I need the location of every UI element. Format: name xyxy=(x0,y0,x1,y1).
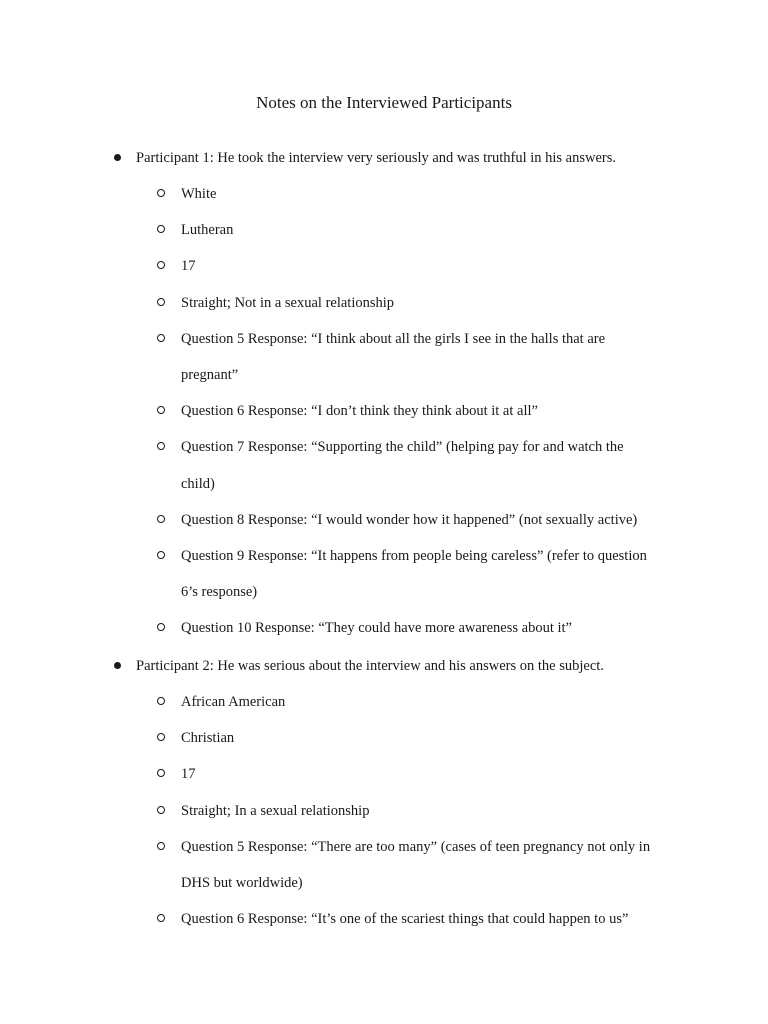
document-title: Notes on the Interviewed Participants xyxy=(256,93,512,112)
bullet-dot-icon xyxy=(114,662,121,669)
list-item xyxy=(0,502,768,538)
participant-details-list xyxy=(0,176,768,646)
circle-bullet-icon xyxy=(157,225,165,233)
list-item-text: Straight; Not in a sexual relationship xyxy=(181,294,395,311)
participant-2 xyxy=(0,648,768,937)
list-item xyxy=(0,176,768,212)
circle-bullet-icon xyxy=(157,551,165,559)
list-item-text: Question 9 Response: “It happens from people being careless” (refer to question xyxy=(181,547,647,564)
list-item-text: African American xyxy=(181,694,286,710)
list-item xyxy=(0,610,768,646)
circle-bullet-icon xyxy=(157,334,165,342)
list-item xyxy=(0,429,768,465)
participant-summary: Participant 1: He took the interview very seriously and was truthful in his answers. xyxy=(136,150,617,166)
list-item-text: 6’s response) xyxy=(181,584,258,601)
list-item xyxy=(0,684,768,720)
circle-bullet-icon xyxy=(157,189,165,197)
list-item xyxy=(0,466,768,502)
participant-summary-line xyxy=(0,140,768,176)
list-item xyxy=(0,285,768,321)
participant-summary-line xyxy=(0,648,768,684)
participant-details-list xyxy=(0,684,768,937)
circle-bullet-icon xyxy=(157,515,165,523)
circle-bullet-icon xyxy=(157,769,165,777)
circle-bullet-icon xyxy=(157,298,165,306)
list-item xyxy=(0,901,768,937)
list-item xyxy=(0,357,768,393)
circle-bullet-icon xyxy=(157,842,165,850)
list-item xyxy=(0,212,768,248)
circle-bullet-icon xyxy=(157,697,165,705)
list-item xyxy=(0,538,768,574)
list-item-text: 17 xyxy=(181,766,196,783)
participant-1 xyxy=(0,140,768,646)
circle-bullet-icon xyxy=(157,406,165,414)
list-item xyxy=(0,321,768,357)
circle-bullet-icon xyxy=(157,261,165,269)
circle-bullet-icon xyxy=(157,914,165,922)
circle-bullet-icon xyxy=(157,806,165,814)
list-item-text: DHS but worldwide) xyxy=(181,874,303,891)
bullet-dot-icon xyxy=(114,154,121,161)
list-item xyxy=(0,756,768,792)
list-item xyxy=(0,865,768,901)
list-item-text: Straight; In a sexual relationship xyxy=(181,802,370,819)
list-item-text: Question 5 Response: “I think about all the girls I see in the halls that are xyxy=(181,330,606,347)
list-item-text: Question 6 Response: “I don’t think they think about it at all” xyxy=(181,403,538,420)
circle-bullet-icon xyxy=(157,733,165,741)
circle-bullet-icon xyxy=(157,442,165,450)
list-item-text: Lutheran xyxy=(181,222,234,239)
list-item-text: Question 5 Response: “There are too many” (cases of teen pregnancy not only in xyxy=(181,838,651,855)
list-item-text: pregnant” xyxy=(181,366,239,383)
circle-bullet-icon xyxy=(157,623,165,631)
list-item-text: 17 xyxy=(181,258,196,275)
list-item-text: Question 10 Response: “They could have more awareness about it” xyxy=(181,620,572,637)
list-item xyxy=(0,248,768,284)
list-item-text: Question 8 Response: “I would wonder how it happened” (not sexually active) xyxy=(181,511,638,528)
list-item-text: White xyxy=(181,186,217,202)
list-item xyxy=(0,720,768,756)
list-item xyxy=(0,829,768,865)
list-item-text: child) xyxy=(181,475,215,492)
list-item xyxy=(0,574,768,610)
list-item-text: Question 6 Response: “It’s one of the scariest things that could happen to us” xyxy=(181,911,629,928)
list-item-text: Question 7 Response: “Supporting the child” (helping pay for and watch the xyxy=(181,439,624,456)
participant-summary: Participant 2: He was serious about the interview and his answers on the subject. xyxy=(136,658,604,674)
list-item-text: Christian xyxy=(181,730,235,747)
list-item xyxy=(0,793,768,829)
list-item xyxy=(0,393,768,429)
